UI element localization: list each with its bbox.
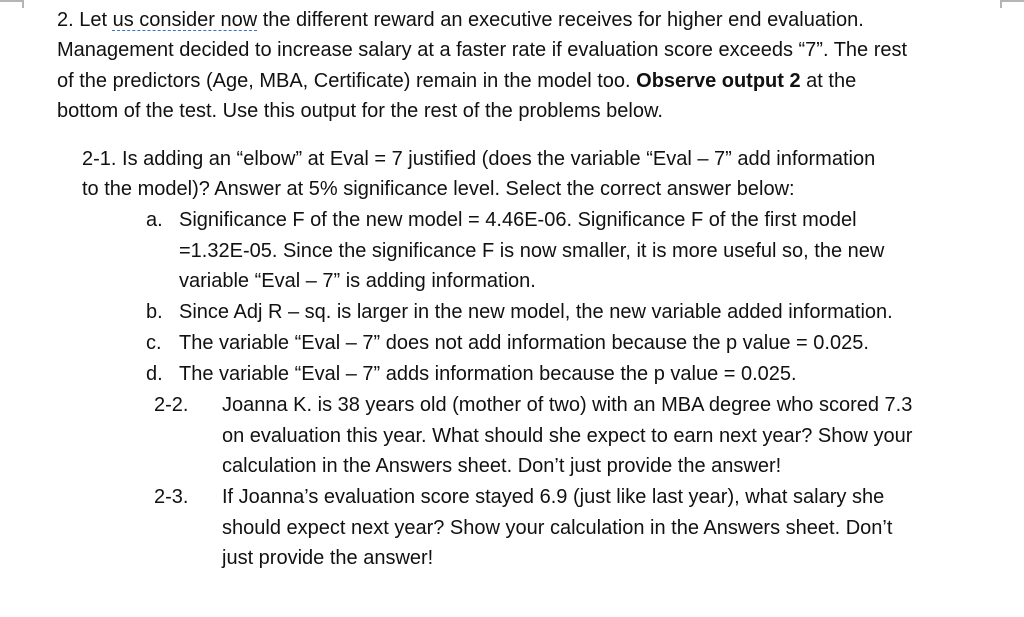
intro-line-1-end: the different reward an executive receives for higher end evaluation. bbox=[257, 9, 864, 31]
option-a-line-1: Significance F of the new model = 4.46E-06. Significance F of the first model bbox=[179, 209, 857, 231]
option-a-line-2: =1.32E-05. Since the significance F is now smaller, it is more useful so, the new bbox=[179, 240, 885, 262]
observe-output-bold: Observe output 2 bbox=[636, 70, 801, 92]
option-a-label: a. bbox=[146, 209, 163, 231]
option-d-label: d. bbox=[146, 363, 163, 385]
intro-line-4: bottom of the test. Use this output for the rest of the problems below. bbox=[57, 100, 663, 122]
question-2-3-line-1: If Joanna’s evaluation score stayed 6.9 (just like last year), what salary she bbox=[222, 486, 885, 508]
question-2-3-line-2: should expect next year? Show your calculation in the Answers sheet. Don’t bbox=[222, 517, 893, 539]
question-2-1-line-2: to the model)? Answer at 5% significance level. Select the correct answer below: bbox=[82, 178, 795, 200]
intro-line-3-end: at the bbox=[800, 70, 857, 92]
intro-line-1 bbox=[57, 8, 864, 32]
page-corner-mark-right bbox=[1002, 0, 1024, 2]
option-c-label: c. bbox=[146, 332, 162, 354]
page-corner-mark-left-vertical bbox=[22, 0, 24, 8]
option-c-text: The variable “Eval – 7” does not add information because the p value = 0.025. bbox=[179, 332, 869, 354]
page-corner-mark-right-vertical bbox=[1000, 0, 1002, 8]
intro-line-3-start: of the predictors (Age, MBA, Certificate) remain in the model too. bbox=[57, 70, 637, 92]
page-corner-mark-left bbox=[0, 0, 22, 2]
option-a-line-3: variable “Eval – 7” is adding information. bbox=[179, 270, 536, 292]
question-2-1-line-1: 2-1. Is adding an “elbow” at Eval = 7 justified (does the variable “Eval – 7” add information bbox=[82, 148, 876, 170]
question-2-2-number: 2-2. bbox=[154, 394, 189, 416]
question-2-2-line-1: Joanna K. is 38 years old (mother of two) with an MBA degree who scored 7.3 bbox=[222, 394, 913, 416]
option-b-text: Since Adj R – sq. is larger in the new model, the new variable added information. bbox=[179, 301, 893, 323]
question-2-3-line-3: just provide the answer! bbox=[222, 547, 434, 569]
grammar-flagged-phrase[interactable]: us consider now bbox=[112, 9, 258, 31]
option-b-label: b. bbox=[146, 301, 163, 323]
question-2-2-line-3: calculation in the Answers sheet. Don’t just provide the answer! bbox=[222, 455, 782, 477]
intro-line-1-start: 2. Let bbox=[57, 9, 113, 31]
option-d-text: The variable “Eval – 7” adds information because the p value = 0.025. bbox=[179, 363, 797, 385]
intro-line-3 bbox=[57, 69, 856, 93]
question-2-3-number: 2-3. bbox=[154, 486, 189, 508]
intro-line-2: Management decided to increase salary at a faster rate if evaluation score exceeds “7”. The rest bbox=[57, 39, 908, 61]
question-2-2-line-2: on evaluation this year. What should she expect to earn next year? Show your bbox=[222, 425, 913, 447]
